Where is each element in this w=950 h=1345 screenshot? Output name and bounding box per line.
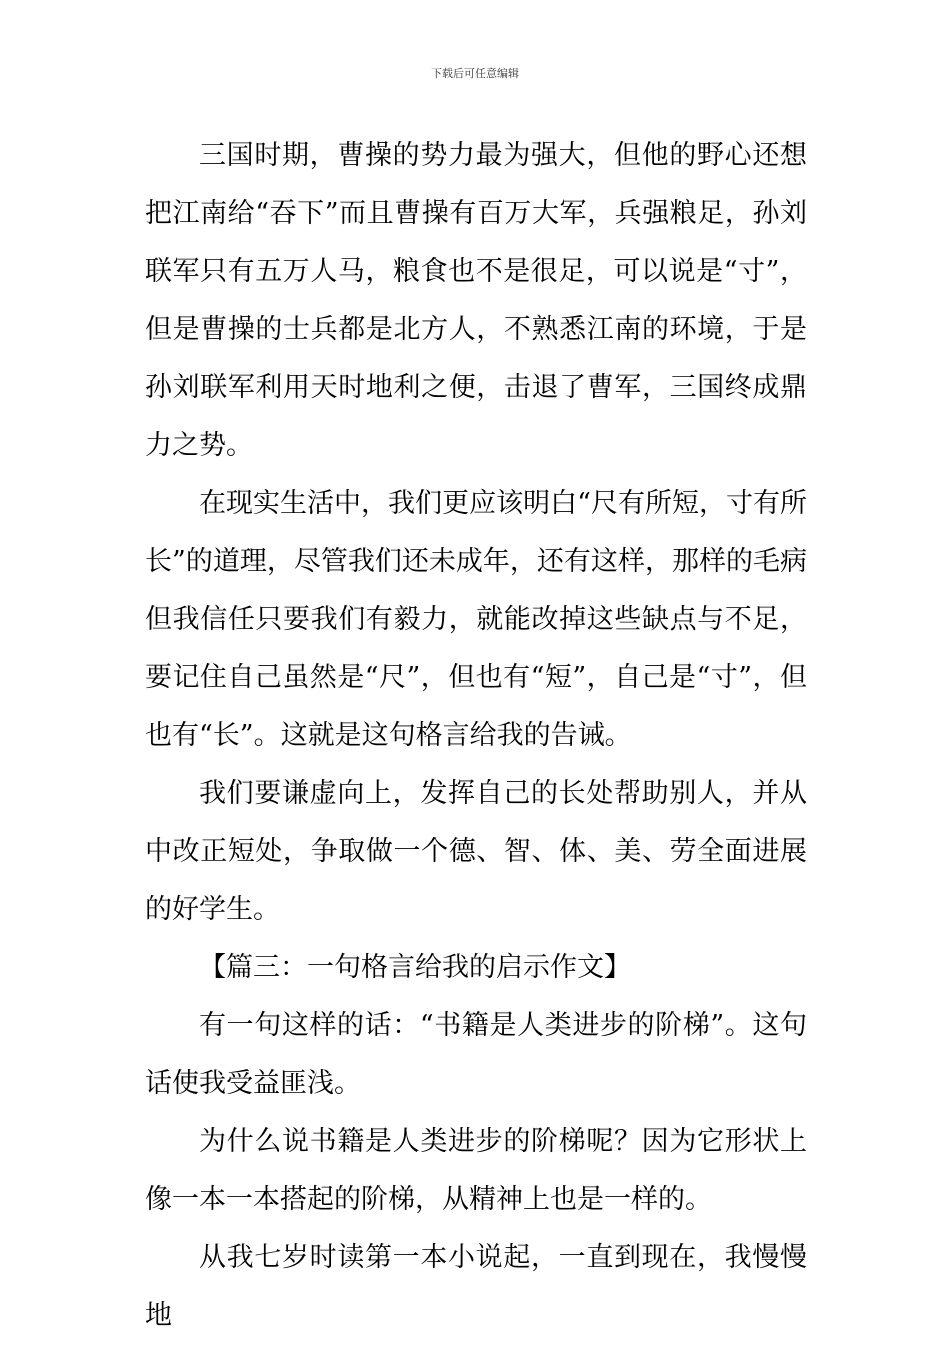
section-paragraph-3: 从我七岁时读第一本小说起，一直到现在，我慢慢地 xyxy=(145,1242,807,1331)
document-body xyxy=(145,127,807,1345)
page-header: 下载后可任意编辑 xyxy=(431,67,519,80)
paragraph-2: 在现实生活中，我们更应该明白“尺有所短，寸有所长”的道理，尽管我们还未成年，还有这样，那样的毛病但我信任只要我们有毅力，就能改掉这些缺点与不足，要记住自己虽然是“尺”，但也有“短”，自己是“寸”，但也有“长”。这就是这句格言给我的告诫。 xyxy=(145,488,807,751)
section-paragraph-2: 为什么说书籍是人类进步的阶梯呢？因为它形状上像一本一本搭起的阶梯，从精神上也是一样的。 xyxy=(145,1126,807,1215)
section-paragraph-1: 有一句这样的话：“书籍是人类进步的阶梯”。这句话使我受益匪浅。 xyxy=(145,1010,807,1099)
paragraph-1: 三国时期，曹操的势力最为强大，但他的野心还想把江南给“吞下”而且曹操有百万大军，兵强粮足，孙刘联军只有五万人马，粮食也不是很足，可以说是“寸”，但是曹操的士兵都是北方人，不熟悉江南的环境，于是孙刘联军利用天时地利之便，击退了曹军，三国终成鼎力之势。 xyxy=(145,140,807,461)
section-title: 【篇三：一句格言给我的启示作文】 xyxy=(199,952,631,983)
paragraph-3: 我们要谦虚向上，发挥自己的长处帮助别人，并从中改正短处，争取做一个德、智、体、美、劳全面进展的好学生。 xyxy=(145,778,807,925)
